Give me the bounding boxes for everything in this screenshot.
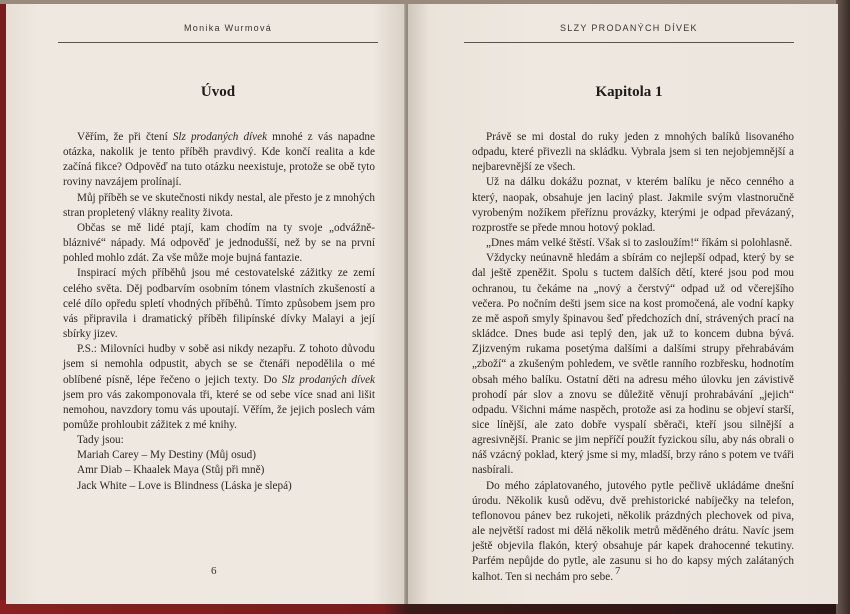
text-run: Do mého záplatovaného, jutového pytle pečlivě ukládáme dnešní úrodu. Několik kusů oděvu, dvě prehistorické nabíječky na telefon, teflonovou pánev bez rukojeti, několik prázdných plechovek od piva, ale největší radost mi dělá několik metrů měděného drátu. Navíc jsem ještě objevila flakón, který obsahuje pár kapek drahocenné tekutiny. Parfém nepůjde do pytle, ale zasunu si ho do kapsy mých zalátaných kalhot. Ten si nechám pro sebe. <box>472 479 794 583</box>
text-run: Jack White – Love is Blindness (Láska je slepá) <box>77 479 292 492</box>
paragraph <box>472 251 794 478</box>
paragraph <box>63 221 375 266</box>
text-run: Inspirací mých příběhů jsou mé cestovatelské zážitky ze zemí celého světa. Děj podbarvím osobním tónem vlastních zkušeností a celé dílo opředu spletí vhodných příběhů. Tímto způsobem jsem pro vás připravila i dramatický příběh filipínské dívky Malayi a její sbírky jizev. <box>63 267 375 341</box>
header-rule-left <box>58 42 378 43</box>
paragraph <box>63 342 375 433</box>
header-rule-right <box>464 42 794 43</box>
text-run: Už na dálku dokážu poznat, v kterém balíku je něco cenného a který, naopak, obsahuje jen laciný plast. Jakmile svým vlastnoručně vyrobeným nožíkem přeříznu provázky, kterými je odpad převázaný, rozprostře se přede mnou hotový poklad. <box>472 176 794 234</box>
song-list-item <box>63 479 375 494</box>
running-head-left: Monika Wurmová <box>184 23 273 33</box>
paragraph <box>472 175 794 236</box>
text-run: Věřím, že při čtení <box>77 131 173 143</box>
text-run: mnohé z vás napadne otázka, nakolik je tento příběh pravdivý. Kde končí realita a kde začíná fikce? Odpověď na tuto otázku neexistuje, protože se obě tyto roviny navzájem prolínají. <box>63 131 375 189</box>
text-run: Amr Diab – Khaalek Maya (Stůj při mně) <box>77 464 265 477</box>
right-page <box>408 4 838 604</box>
paragraph <box>63 266 375 342</box>
chapter-title-left: Úvod <box>200 84 236 100</box>
text-run: Právě se mi dostal do ruky jeden z mnohých balíků lisovaného odpadu, které přivezli na skládku. Vybrala jsem si ten nejobjemnější a nejbarevnější ze všech. <box>472 131 794 174</box>
song-list-item <box>63 463 375 478</box>
text-run: „Dnes mám velké štěstí. Však si to zasloužím!“ říkám si polohlasně. <box>486 237 793 250</box>
right-edge-shadow <box>836 0 850 614</box>
body-text-left <box>63 130 375 494</box>
page-number-left: 6 <box>211 565 217 577</box>
page-number-right: 7 <box>615 565 621 577</box>
paragraph <box>472 236 794 251</box>
text-run: Tady jsou: <box>77 434 124 447</box>
text-run: Vždycky neúnavně hledám a sbírám co nejlepší odpad, který by se dal ještě zpeněžit. Spolu s tuctem dalších dětí, které jsou pod mou ochranou, tu čekáme na „nový a čerstvý“ odpad už od včerejšího večera. Po nočním dešti jsem sice na kost promočená, ale vodní kapky ze mě aspoň smyly špinavou šeď předchozích dní, strávených prací na skládce. Dnes bude asi teplý den, jak už to koncem dubna bývá. Zjizveným rukama posetýma dalšími a dalšími strupy přehrabávám „zboží“ a zkušeným pohledem, ve světle ranního rozbřesku, hodnotím obsah mého balíku. Ostatní děti na adresu mého úlovku jen závistivě prohodí pár slov a znovu se důležitě věnují prohrabávání „jejich“ odpadu. Všichni máme naspěch, protože asi za hodinu se objeví starší, sice línější, ale zato dobře vyspalí sběrači, kteří jsou silnější a agresivnější. Pranic se jim nepříčí použít fyzickou sílu, aby nás obrali o náš vzácný poklad, který jsme si my, mladší, brzy ráno s potem ve tváři nasbírali. <box>472 252 794 477</box>
paragraph <box>63 433 375 448</box>
text-run: Mariah Carey – My Destiny (Můj osud) <box>77 449 256 462</box>
book-title-italic: Slz prodaných dívek <box>281 373 375 386</box>
running-head-right: SLZY PRODANÝCH DÍVEK <box>560 23 698 33</box>
left-page <box>6 4 406 604</box>
paragraph <box>63 191 375 221</box>
text-run: jsem pro vás zakomponovala tři, které se od sebe více snad ani lišit nemohou, navzdory tomu vás upoutají. Věřím, že jejich poslech vám pomůže prohloubit zážitek z mé knihy. <box>63 388 375 431</box>
text-run: Můj příběh se ve skutečnosti nikdy nestal, ale přesto je z mnohých stran propletený vlákny reality života. <box>63 191 375 219</box>
paragraph <box>472 479 794 585</box>
text-run: P.S.: Milovníci hudby v sobě asi nikdy nezapřu. Z tohoto důvodu jsem si nemohla odpustit, abych se se čtenáři nepodělila o mé oblíbené písně, lépe řečeno o jejich texty. Do <box>63 343 375 386</box>
chapter-title-right: Kapitola 1 <box>595 84 663 100</box>
body-text-right <box>472 130 794 585</box>
text-run: Občas se mě lidé ptají, kam chodím na ty svoje „odvážně-bláznivé“ nápady. Má odpověď je jednodušší, než by se na první pohled mohlo zdát. Za vše může moje bujná fantazie. <box>63 221 375 265</box>
paragraph <box>472 130 794 175</box>
paragraph <box>63 130 375 191</box>
book-title-italic: Slz prodaných dívek <box>172 131 268 143</box>
song-list-item <box>63 448 375 463</box>
